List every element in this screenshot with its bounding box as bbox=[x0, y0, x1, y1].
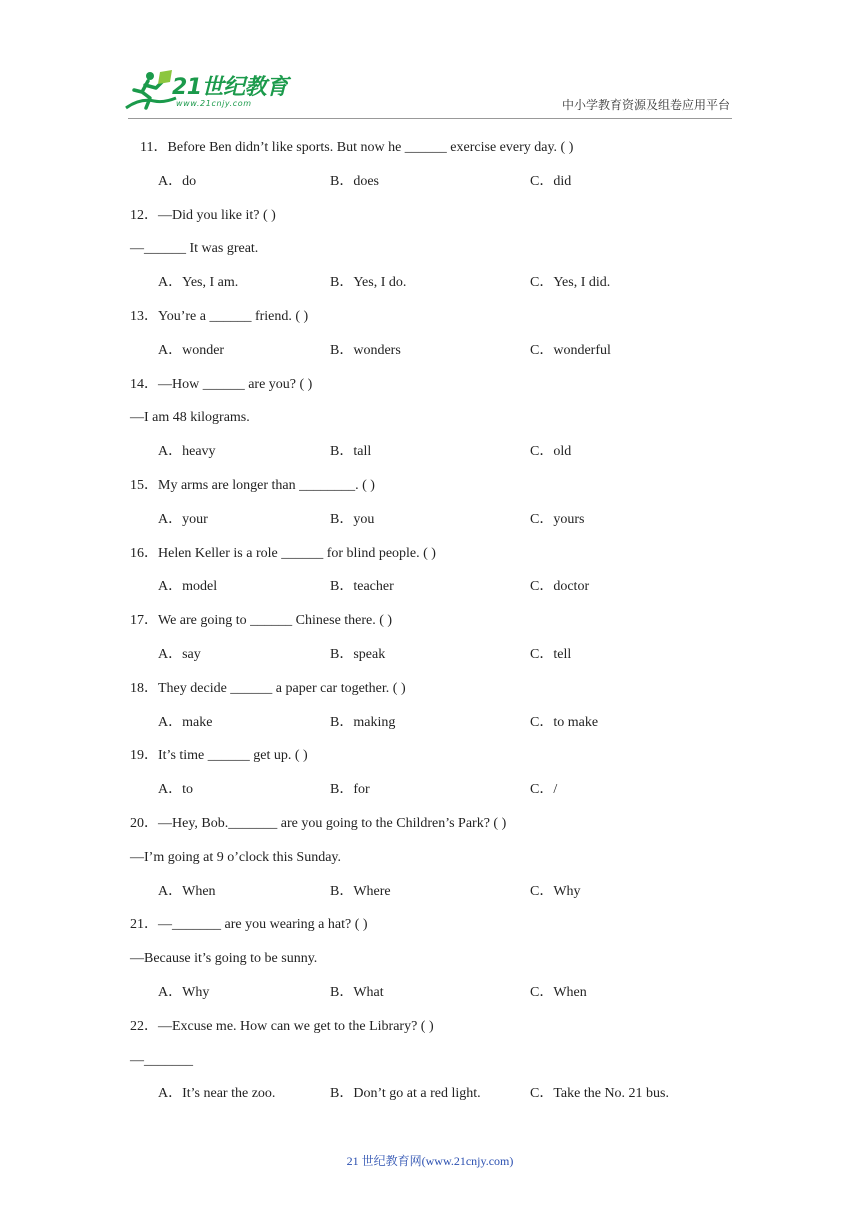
question-item bbox=[130, 303, 730, 371]
option-a[interactable]: A．Why bbox=[158, 984, 210, 1000]
option-row bbox=[130, 168, 730, 202]
option-b[interactable]: B．you bbox=[330, 511, 375, 527]
question-item bbox=[130, 675, 730, 743]
header-tagline: 中小学教育资源及组卷应用平台 bbox=[561, 98, 730, 112]
question-item bbox=[130, 742, 730, 810]
question-stem: 20．—Hey, Bob._______ are you going to the Children’s Park? ( ) bbox=[130, 815, 507, 831]
runner-logo-icon bbox=[120, 68, 178, 114]
option-b[interactable]: B．What bbox=[330, 984, 384, 1000]
question-stem: 14．—How ______ are you? ( ) bbox=[130, 376, 313, 392]
option-row bbox=[130, 337, 730, 371]
question-stem: 13．You’re a ______ friend. ( ) bbox=[130, 308, 309, 324]
option-a[interactable]: A．model bbox=[158, 579, 218, 595]
option-b[interactable]: B．Where bbox=[330, 883, 391, 899]
option-a[interactable]: A．heavy bbox=[158, 444, 216, 460]
option-c[interactable]: C．yours bbox=[530, 511, 585, 527]
option-row bbox=[130, 709, 730, 743]
option-c[interactable]: C．did bbox=[530, 173, 572, 189]
option-b[interactable]: B．making bbox=[330, 714, 396, 730]
option-a[interactable]: A．to bbox=[158, 782, 193, 798]
question-stem: 21．—_______ are you wearing a hat? ( ) bbox=[130, 917, 368, 933]
option-row bbox=[130, 438, 730, 472]
option-b[interactable]: B．teacher bbox=[330, 579, 394, 595]
option-b[interactable]: B．for bbox=[330, 782, 370, 798]
question-dialog-line: —I am 48 kilograms. bbox=[130, 410, 250, 426]
page-header bbox=[0, 0, 860, 130]
question-stem: 22．—Excuse me. How can we get to the Library? ( ) bbox=[130, 1018, 434, 1034]
option-a[interactable]: A．make bbox=[158, 714, 213, 730]
option-c[interactable]: C．wonderful bbox=[530, 342, 611, 358]
question-item bbox=[130, 134, 730, 202]
option-row bbox=[130, 878, 730, 912]
logo bbox=[120, 68, 295, 116]
logo-text: 21世纪教育 bbox=[172, 75, 288, 100]
option-a[interactable]: A．your bbox=[158, 511, 208, 527]
header-divider bbox=[128, 118, 732, 119]
option-c[interactable]: C．doctor bbox=[530, 579, 590, 595]
option-row bbox=[130, 269, 730, 303]
question-stem: 11．Before Ben didn’t like sports. But now he ______ exercise every day. ( ) bbox=[140, 140, 574, 155]
question-item bbox=[130, 911, 730, 1012]
question-item bbox=[130, 472, 730, 540]
option-c[interactable]: C．Take the No. 21 bus. bbox=[530, 1086, 670, 1102]
question-item bbox=[130, 371, 730, 472]
question-item bbox=[130, 540, 730, 608]
option-a[interactable]: A．When bbox=[158, 883, 216, 899]
question-stem: 12．—Did you like it? ( ) bbox=[130, 207, 276, 223]
question-stem: 19．It’s time ______ get up. ( ) bbox=[130, 748, 308, 764]
option-c[interactable]: C．old bbox=[530, 444, 572, 460]
option-c[interactable]: C．Why bbox=[530, 883, 581, 899]
question-item bbox=[130, 1013, 730, 1114]
question-item bbox=[130, 810, 730, 911]
option-row bbox=[130, 573, 730, 607]
page-footer: 21 世纪教育网(www.21cnjy.com) bbox=[346, 1154, 514, 1168]
option-row bbox=[130, 641, 730, 675]
option-a[interactable]: A．do bbox=[158, 173, 197, 189]
option-row bbox=[130, 776, 730, 810]
option-row bbox=[130, 506, 730, 540]
question-stem: 15．My arms are longer than ________. ( ) bbox=[130, 477, 375, 493]
logo-url: www.21cnjy.com bbox=[176, 99, 252, 108]
question-item bbox=[130, 202, 730, 303]
option-c[interactable]: C．Yes, I did. bbox=[530, 275, 611, 291]
option-b[interactable]: B．tall bbox=[330, 444, 372, 460]
option-a[interactable]: A．say bbox=[158, 646, 201, 662]
option-b[interactable]: B．Don’t go at a red light. bbox=[330, 1086, 481, 1102]
question-dialog-line: —_______ bbox=[130, 1052, 193, 1068]
option-c[interactable]: C．/ bbox=[530, 782, 558, 798]
question-item bbox=[130, 607, 730, 675]
question-list bbox=[130, 134, 730, 1114]
question-stem: 17．We are going to ______ Chinese there. ( ) bbox=[130, 613, 393, 629]
option-c[interactable]: C．tell bbox=[530, 646, 572, 662]
option-c[interactable]: C．When bbox=[530, 984, 587, 1000]
question-dialog-line: —Because it’s going to be sunny. bbox=[130, 951, 318, 967]
question-dialog-line: —I’m going at 9 o’clock this Sunday. bbox=[130, 849, 342, 865]
question-dialog-line: —______ It was great. bbox=[130, 241, 259, 257]
question-stem: 18．They decide ______ a paper car together. ( ) bbox=[130, 680, 406, 696]
option-row bbox=[130, 1080, 730, 1114]
question-stem: 16．Helen Keller is a role ______ for blind people. ( ) bbox=[130, 545, 436, 561]
option-c[interactable]: C．to make bbox=[530, 714, 599, 730]
option-a[interactable]: A．It’s near the zoo. bbox=[158, 1086, 276, 1102]
option-b[interactable]: B．wonders bbox=[330, 342, 401, 358]
option-b[interactable]: B．Yes, I do. bbox=[330, 275, 407, 291]
option-a[interactable]: A．wonder bbox=[158, 342, 225, 358]
option-b[interactable]: B．does bbox=[330, 173, 379, 189]
option-row bbox=[130, 979, 730, 1013]
option-b[interactable]: B．speak bbox=[330, 646, 386, 662]
option-a[interactable]: A．Yes, I am. bbox=[158, 275, 239, 291]
